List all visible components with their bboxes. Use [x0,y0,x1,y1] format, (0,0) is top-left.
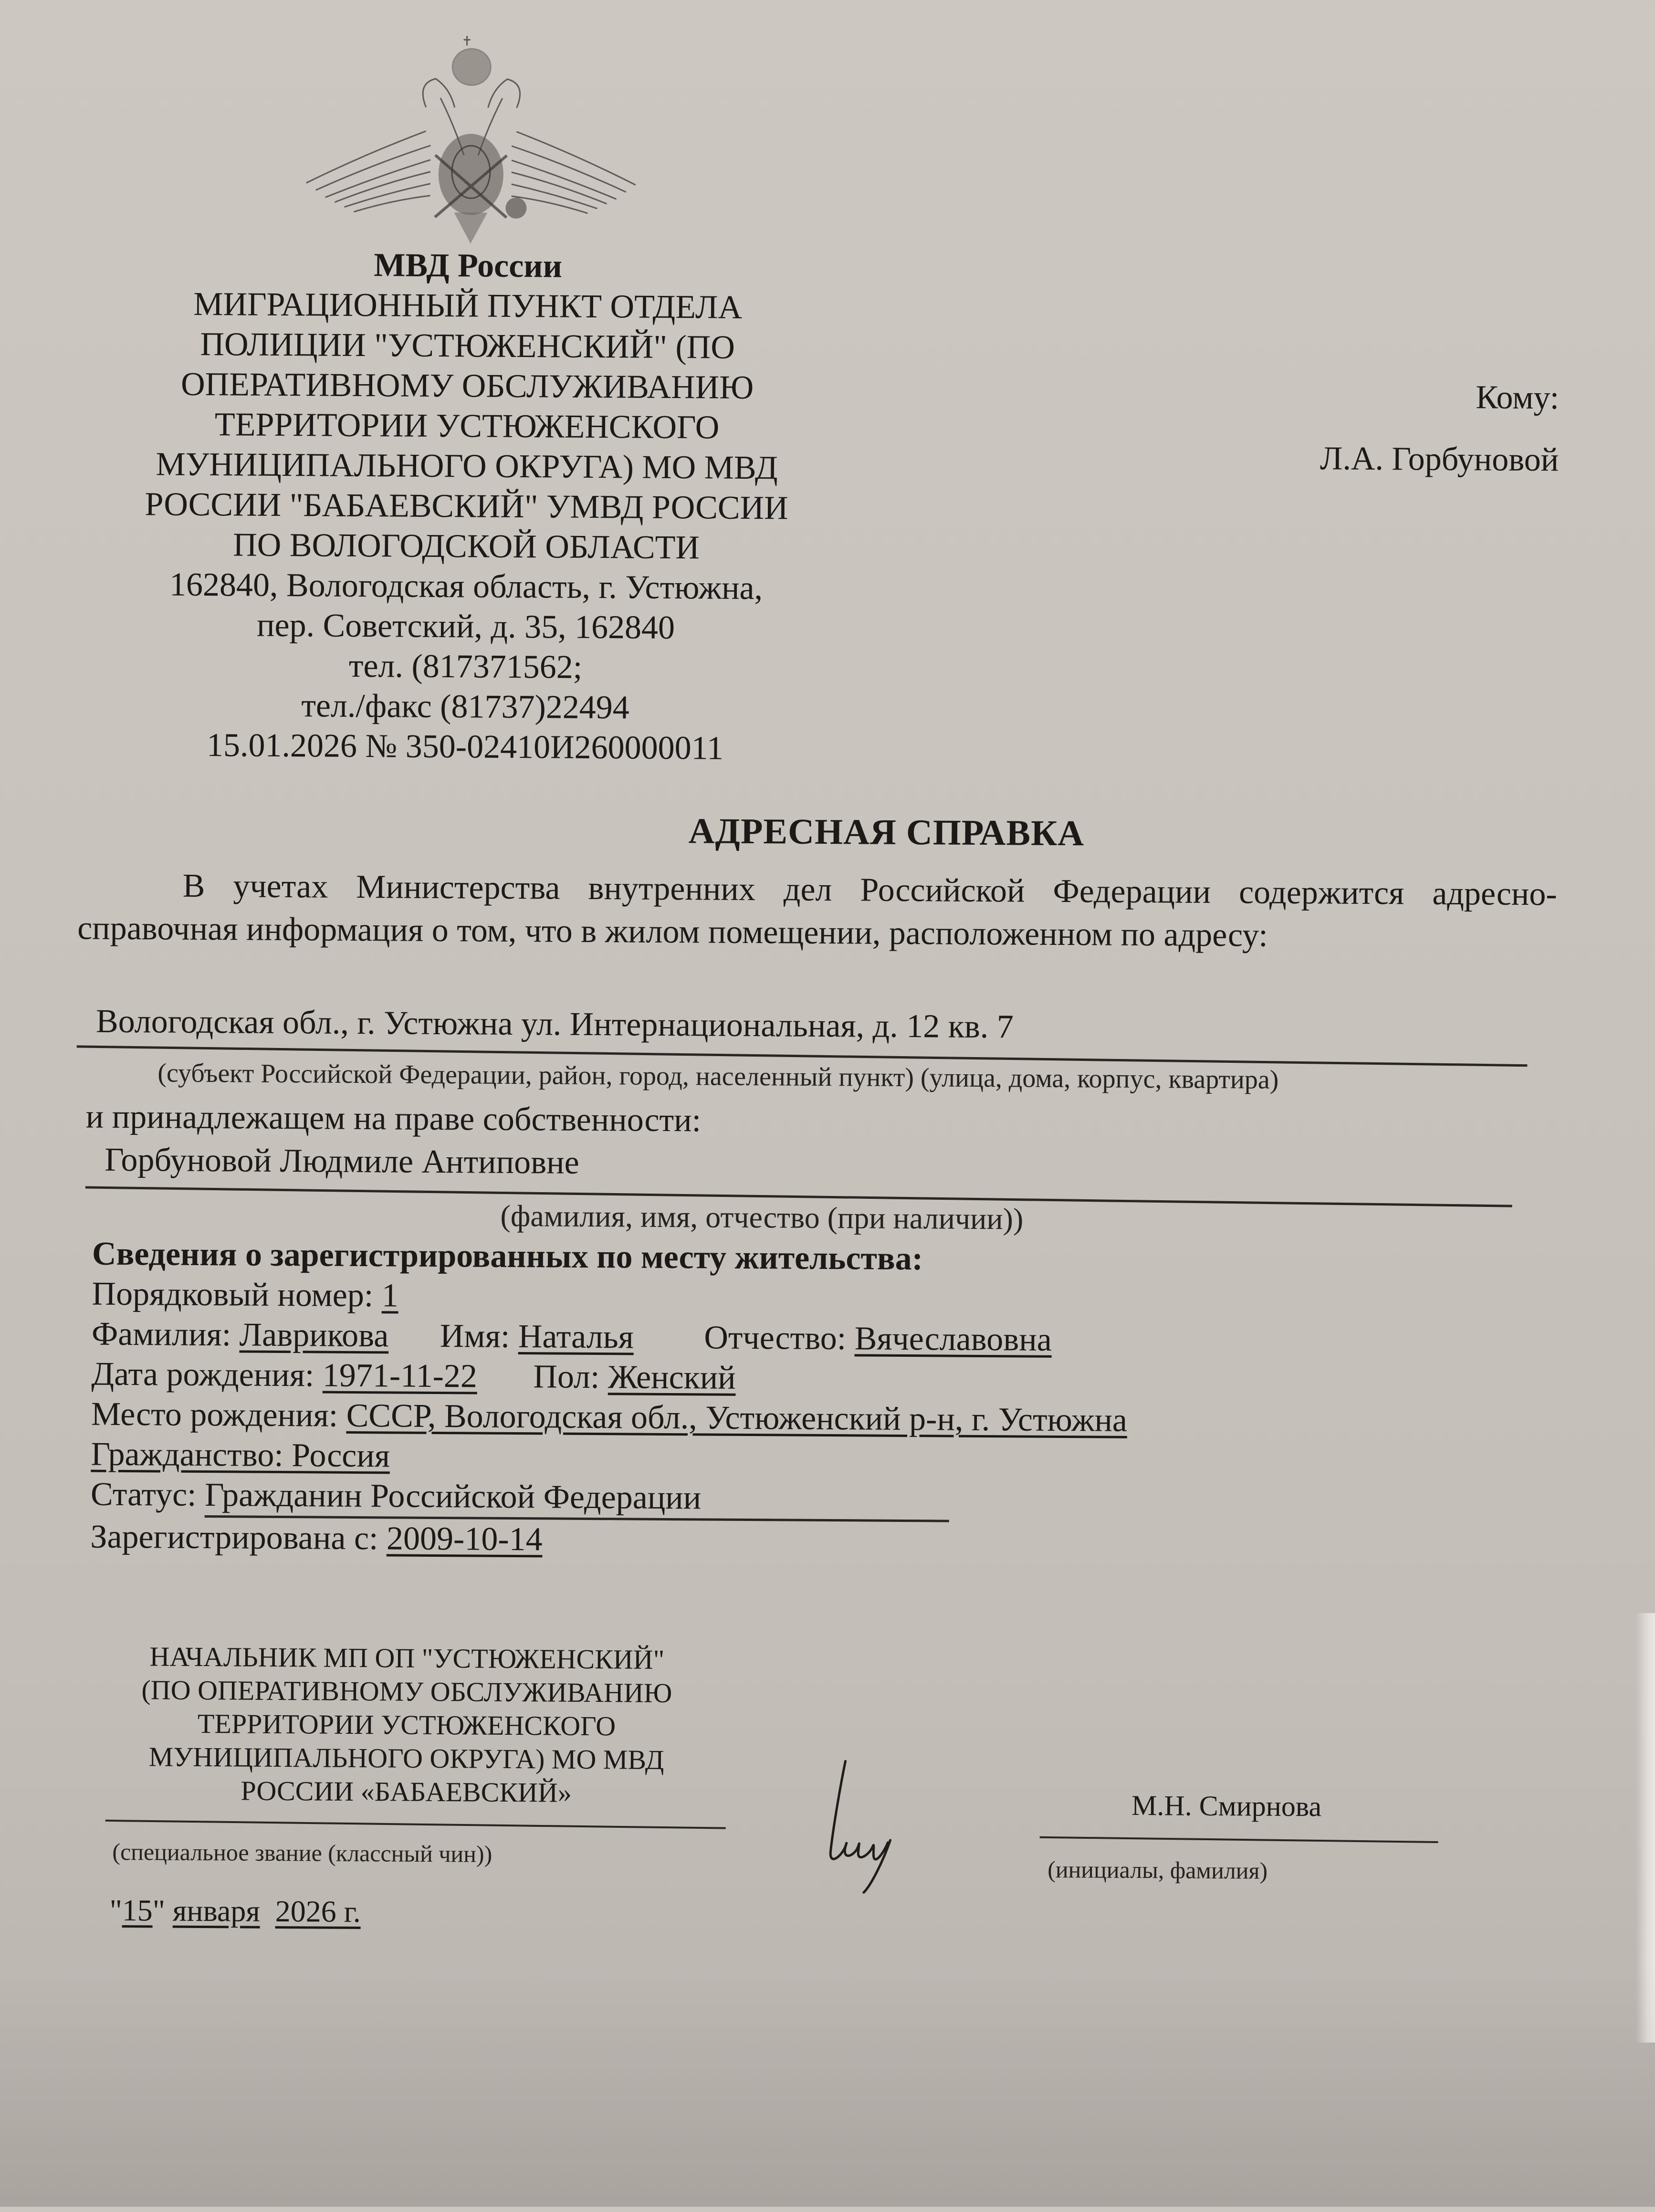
date-day: 15 [122,1893,153,1928]
registered-since-label: Зарегистрирована с: [90,1518,378,1557]
org-line: МУНИЦИПАЛЬНОГО ОКРУГА) МО МВД [156,446,778,487]
signer-title-caption: (специальное звание (классный чин)) [112,1838,492,1867]
org-line: ПО ВОЛОГОДСКОЙ ОБЛАСТИ [233,526,700,566]
signer-position [105,1640,708,1811]
org-title: МВД России [374,247,563,285]
number-value: 1 [381,1277,399,1314]
sex-label: Пол: [533,1358,600,1396]
reg-row-birthplace [91,1394,1128,1441]
patronymic-value: Вячеславовна [854,1320,1052,1358]
registered-heading: Сведения о зарегистрированных по месту жительства: [92,1235,923,1278]
patronymic-label: Отчество: [704,1319,847,1357]
citizenship-value: Россия [292,1437,390,1475]
shadow-overlay [0,1968,1655,2207]
date-open-quote: " [109,1893,122,1928]
property-address: Вологодская обл., г. Устюжна ул. Интернациональная, д. 12 кв. 7 [95,1003,1014,1046]
reg-row-status [91,1475,1127,1523]
surname-label: Фамилия: [91,1315,231,1353]
ownership-lead: и принадлежащем на праве собственности: [85,1098,702,1139]
issuer-address-line: пер. Советский, д. 35, 162840 [256,607,675,647]
first-name-value: Наталья [518,1318,634,1356]
signer-title-line: МУНИЦИПАЛЬНОГО ОКРУГА) МО МВД [148,1741,664,1775]
surname-value: Лаврикова [239,1316,389,1354]
signing-date [109,1893,361,1929]
birthplace-label: Место рождения: [91,1395,338,1434]
birthplace-value: СССР, Вологодская обл., Устюженский р-н, г. Устюжна [346,1397,1128,1439]
reg-row-citizenship [91,1435,1127,1481]
citizenship-label: Гражданство: [91,1436,284,1474]
owner-name: Горбуновой Людмиле Антиповне [105,1141,579,1181]
first-name-label: Имя: [440,1318,510,1355]
signer-title-underline [105,1820,726,1829]
birthdate-label: Дата рождения: [91,1355,314,1394]
status-value: Гражданин Российской Федерации [204,1477,702,1517]
owner-caption: (фамилия, имя, отчество (при наличии)) [500,1198,1024,1236]
issuer-phone: тел. (817371562; [348,647,583,686]
birthdate-value: 1971-11-22 [322,1357,478,1395]
sex-value: Женский [608,1359,736,1396]
signer-title-line: (ПО ОПЕРАТИВНОМУ ОБСЛУЖИВАНИЮ [141,1674,672,1709]
reg-row-registered-since [90,1517,1127,1563]
issuer-header [97,244,836,769]
recipient-name: Л.А. Горбуновой [1320,440,1559,479]
org-line: ТЕРРИТОРИИ УСТЮЖЕНСКОГО [214,406,720,446]
status-label: Статус: [90,1476,197,1513]
number-label: Порядковый номер: [92,1275,374,1314]
handwritten-signature-icon [826,1756,941,1895]
signer-name-caption: (инициалы, фамилия) [1047,1856,1268,1884]
date-month: января [172,1893,261,1928]
issuer-fax: тел./факс (81737)22494 [301,687,629,726]
recipient-label: Кому: [1476,379,1560,417]
intro-paragraph: В учетах Министерства внутренних дел Российской Федерации содержится адресно-справочная информация о том, что в жилом помещении, расположенном по адресу: [77,867,1557,954]
signer-name-underline [1040,1836,1438,1843]
registered-persons-block [90,1234,1128,1563]
signer-title-line: ТЕРРИТОРИИ УСТЮЖЕНСКОГО [197,1708,616,1742]
registered-since-value: 2009-10-14 [386,1520,543,1558]
org-line: ОПЕРАТИВНОМУ ОБСЛУЖИВАНИЮ [180,366,754,407]
date-year: 2026 г. [275,1894,361,1929]
signer-title-line: НАЧАЛЬНИК МП ОП "УСТЮЖЕНСКИЙ" [149,1641,665,1675]
org-line: МИГРАЦИОННЫЙ ПУНКТ ОТДЕЛА [193,285,743,326]
reg-row-birth [91,1354,1128,1401]
signer-title-line: РОССИИ «БАБАЕВСКИЙ» [241,1775,572,1808]
signer-name: М.Н. Смирнова [1131,1789,1322,1823]
recipient-block [1320,366,1560,491]
org-line: ПОЛИЦИИ "УСТЮЖЕНСКИЙ" (ПО [200,325,735,366]
document-date-number: 15.01.2026 № 350-02410И260000011 [206,727,724,767]
document-title: АДРЕСНАЯ СПРАВКА [688,811,1085,854]
date-close-quote: " [152,1893,166,1928]
address-caption: (субъект Российской Федерации, район, город, населенный пункт) (улица, дома, корпус, квартира) [157,1058,1279,1095]
issuer-address-line: 162840, Вологодская область, г. Устюжна, [169,566,763,607]
reg-row-names [92,1314,1128,1361]
reg-row-number [92,1274,1128,1321]
mvd-emblem-icon [296,25,646,247]
org-line: РОССИИ "БАБАЕВСКИЙ" УМВД РОССИИ [145,486,788,527]
